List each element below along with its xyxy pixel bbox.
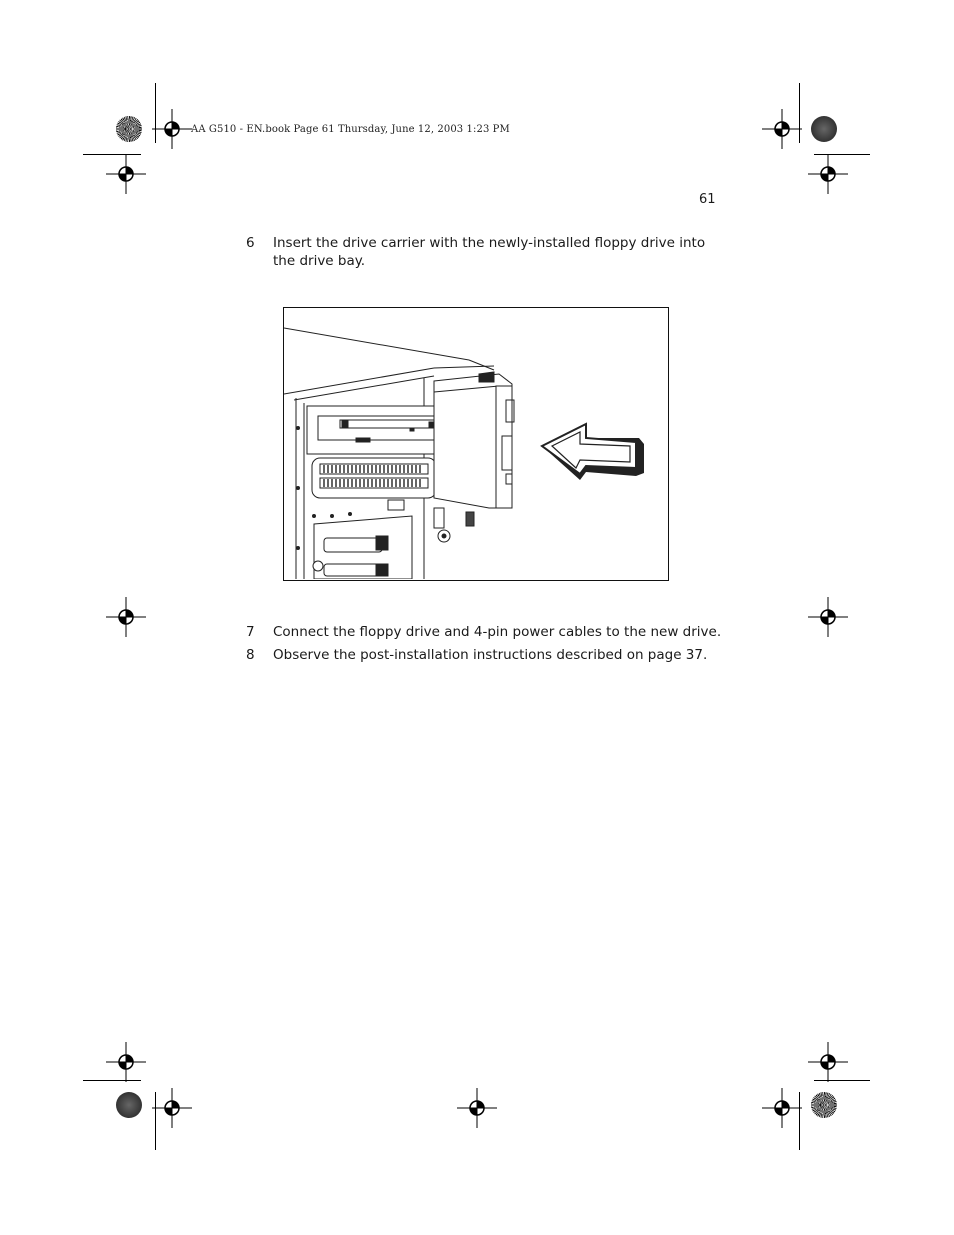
registration-target-icon [457,1088,497,1128]
registration-target-icon [762,109,802,149]
book-slug-line: AA G510 - EN.book Page 61 Thursday, June 12, 2003 1:23 PM [191,124,510,135]
step-text: Observe the post-installation instructions described on page 37. [273,647,708,663]
registration-wheel-icon [811,1092,837,1118]
registration-wheel-icon [811,116,837,142]
insertion-arrow-icon [542,424,644,480]
step-8 [246,646,716,664]
registration-target-icon [152,1088,192,1128]
registration-target-icon [808,597,848,637]
registration-target-icon [808,154,848,194]
step-text-line-1: Insert the drive carrier with the newly-installed floppy drive into [273,235,706,251]
drive-bay-illustration [284,308,667,579]
registration-target-icon [106,1042,146,1082]
step-text-line-2: the drive bay. [273,253,366,269]
step-6 [246,234,716,270]
step-text: Connect the floppy drive and 4-pin power cables to the new drive. [273,624,722,640]
registration-target-icon [762,1088,802,1128]
drive-installation-figure [283,307,669,581]
step-number: 7 [246,624,255,640]
step-number: 6 [246,235,255,251]
registration-target-icon [152,109,192,149]
registration-target-icon [808,1042,848,1082]
registration-target-icon [106,597,146,637]
registration-wheel-icon [116,1092,142,1118]
registration-wheel-icon [116,116,142,142]
step-number: 8 [246,647,255,663]
registration-target-icon [106,154,146,194]
step-7 [246,623,722,641]
page-number: 61 [699,192,716,207]
